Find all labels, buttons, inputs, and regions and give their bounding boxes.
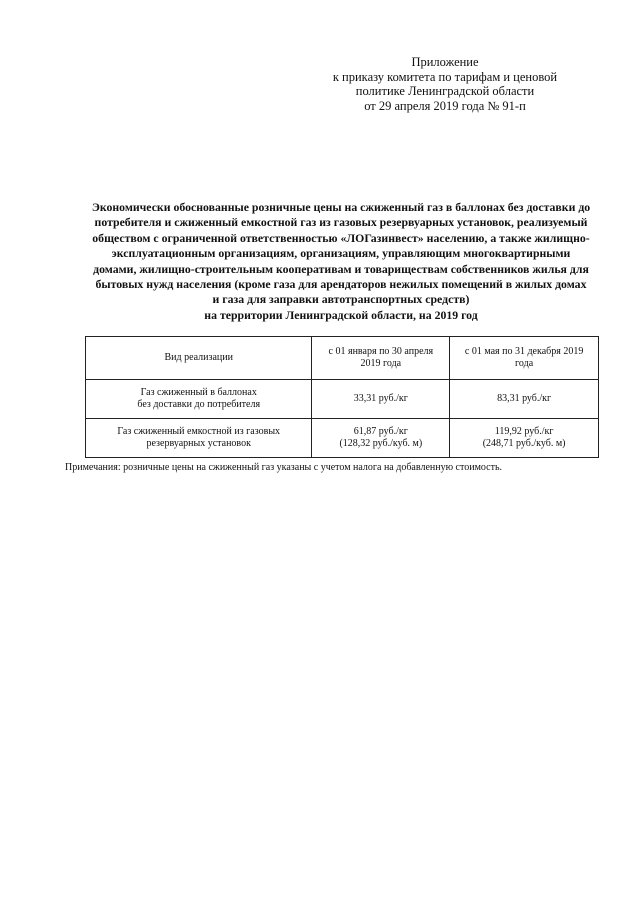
- header-text: 2019 года: [360, 358, 402, 369]
- title-line: на территории Ленинградской области, на 2019 год: [204, 307, 478, 322]
- cell-text: Газ сжиженный емкостной из газовых: [117, 426, 281, 437]
- table-cell: [312, 419, 450, 458]
- header-text: Вид реализации: [164, 352, 233, 363]
- header-cell-period-1: [312, 337, 450, 380]
- header-text: с 01 мая по 31 декабря 2019: [464, 346, 584, 357]
- document-title: [55, 200, 627, 323]
- title-line: и газа для заправки автотранспортных средств): [212, 292, 470, 307]
- table-cell: [86, 380, 312, 419]
- cell-text: 33,31 руб./кг: [353, 393, 408, 404]
- cell-text: 119,92 руб./кг: [494, 426, 554, 437]
- table-cell: [450, 380, 599, 419]
- title-line: домами, жилищно-строительным кооперативам и товариществам собственников жилья для: [93, 261, 589, 276]
- cell-text: 83,31 руб./кг: [497, 393, 552, 404]
- title-line: Экономически обоснованные розничные цены на сжиженный газ в баллонах без доставки до: [91, 200, 591, 214]
- footnote: Примечания: розничные цены на сжиженный газ указаны с учетом налога на добавленную стоимость.: [65, 462, 503, 473]
- appendix-line: к приказу комитета по тарифам и ценовой: [332, 69, 558, 84]
- table-cell: [450, 419, 599, 458]
- cell-text: Газ сжиженный в баллонах: [140, 387, 257, 398]
- cell-text: (128,32 руб./куб. м): [339, 438, 423, 449]
- appendix-line: от 29 апреля 2019 года № 91-п: [364, 98, 526, 113]
- table-header-row: [86, 337, 599, 380]
- table-cell: [312, 380, 450, 419]
- title-line: обществом с ограниченной ответственностью «ЛОГазинвест» населению, а также жилищно-: [92, 230, 590, 245]
- table-row: [86, 380, 599, 419]
- header-text: года: [515, 358, 534, 369]
- header-text: с 01 января по 30 апреля: [328, 346, 434, 357]
- table-cell: [86, 419, 312, 458]
- header-cell-sale-type: [86, 337, 312, 380]
- title-line: потребителя и сжиженный емкостной газ из газовых резервуарных установок, реализуемый: [94, 215, 588, 230]
- appendix-line: политике Ленинградской области: [355, 84, 535, 98]
- price-table: [85, 336, 599, 458]
- appendix-block: [300, 55, 590, 113]
- cell-text: резервуарных установок: [146, 438, 251, 449]
- title-line: бытовых нужд населения (кроме газа для арендаторов нежилых помещений в жилых домах: [95, 277, 587, 292]
- cell-text: 61,87 руб./кг: [353, 426, 408, 437]
- table-row: [86, 419, 599, 458]
- title-line: эксплуатационным организациям, организациям, управляющим многоквартирными: [111, 246, 571, 261]
- cell-text: (248,71 руб./куб. м): [482, 438, 566, 449]
- appendix-line: Приложение: [411, 55, 479, 69]
- header-cell-period-2: [450, 337, 599, 380]
- cell-text: без доставки до потребителя: [137, 399, 261, 410]
